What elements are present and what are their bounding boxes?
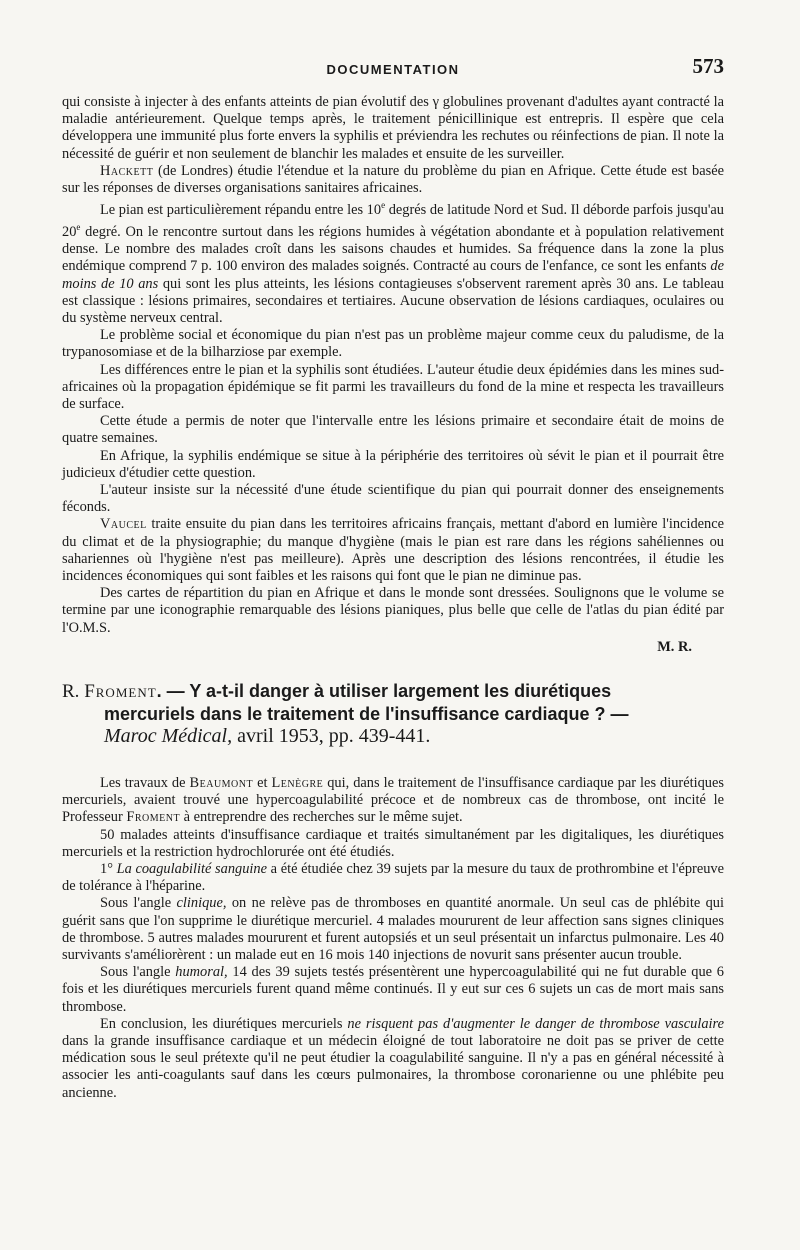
heading-line-2 (62, 703, 724, 725)
paragraph-text: traite ensuite du pian dans les territoires africains français, mettant d'abord en lumière l'incidence du climat et de la physiographie; du manque d'hygiène (mais le pian est rare dans les régions sahéliennes ou sahariennes où l'hygiène n'est pas meilleure). Après une description des lésions rencontrées, il étudie les incidences économiques qui sont faibles et les raisons qui font que le pian ne diminue pas. (62, 516, 724, 585)
paragraph-text: et (253, 774, 272, 791)
journal-name: Maroc Médical, (104, 724, 233, 747)
paragraph: L'auteur insiste sur la nécessité d'une étude scientifique du pian qui pourrait donner des enseignements féconds. (62, 482, 724, 516)
reviewer-signature: M. R. (657, 638, 692, 655)
paragraph (62, 1016, 724, 1102)
paragraph: qui consiste à injecter à des enfants atteints de pian évolutif des γ globulines provenant d'adultes ayant contracté la maladie antérieurement. Quelque temps après, le traitement pénicillinique est entrepris. Il espère que cela développera une immunité plus forte envers la syphilis et préviendra les rechutes ou réinfections de pian. Il note la nécessité de guérir et non seulement de blanchir les malades et ensuite de les surveiller. (62, 94, 724, 162)
paragraph-text: degré. On le rencontre surtout dans les régions humides à végétation abondante et à population relativement dense. Le nombre des malades croît dans les saisons chaudes et humides. Sa fréquence dans la zone la plus endémique comprend 7 p. 100 environ des malades soignés. Contracté au cours de l'enfance, ce sont les enfants (62, 224, 724, 275)
author-name: Lenègre (271, 774, 324, 791)
author-name: Beaumont (189, 774, 254, 791)
paragraph-text: Les travaux de (100, 774, 190, 791)
paragraph-text: 1° (100, 860, 117, 877)
paragraph-text: 14 des 39 sujets testés présentèrent une hypercoagulabilité qui ne fut durable que 6 fois et les diurétiques mercuriels furent quand même continués. Il y eut sur ces 6 sujets un cas de mort mais sans thrombose. (62, 964, 725, 1015)
paragraph: Le problème social et économique du pian n'est pas un problème majeur comme ceux du paludisme, de la trypanosomiase et de la bilharziose par exemple. (62, 327, 724, 361)
author-surname: Froment (84, 680, 157, 702)
paragraph-text: Sous l'angle (100, 895, 177, 912)
emphasis: de moins de 10 ans (62, 258, 724, 292)
paragraph-text: à entreprendre des recherches sur le même sujet. (180, 809, 463, 826)
paragraph (62, 516, 724, 585)
emphasis: ne risquent pas d'augmenter le danger de thrombose vasculaire (347, 1015, 724, 1032)
paragraph-text: Le pian est particulièrement répandu entre les 10 (100, 202, 382, 219)
publication-date: avril 1953, pp. 439-441. (232, 724, 431, 747)
article-title-part: Y a-t-il danger à utiliser largement les diurétiques (189, 680, 612, 701)
paragraph (62, 964, 724, 1016)
author-name: Froment (126, 809, 181, 826)
paragraph-text: qui sont les plus atteints, les lésions contagieuses s'observent rarement après 30 ans. Le tableau est classique : lésions primaires, secondaires et tertiaires. Aucune observation de lésions cardiaques, oculaires ou du système nerveux central. (62, 275, 725, 327)
paragraph-text: degrés de latitude Nord et Sud. Il déborde parfois jusqu'au 20 (62, 202, 725, 241)
paragraph-text: a été étudiée chez 39 sujets par la mesure du taux de prothrombine et l'épreuve de tolérance à l'héparine. (62, 860, 724, 895)
superscript: e (381, 200, 386, 211)
heading-author (62, 681, 157, 702)
article-heading (62, 680, 724, 747)
superscript: e (76, 222, 81, 233)
paragraph (62, 775, 724, 827)
author-initial: R. (62, 680, 85, 702)
paragraph (62, 861, 724, 895)
paragraph: En Afrique, la syphilis endémique se situe à la périphérie des territoires où sévit le pian et il pourrait être judicieux d'étudier cette question. (62, 447, 724, 481)
heading-line-1 (62, 680, 724, 703)
author-name: Vaucel (100, 516, 147, 533)
paragraph-text: qui, dans le traitement de l'insuffisance cardiaque par les diurétiques mercuriels, avaient trouvé une hypercoagulabilité précoce et de nombreux cas de thrombose, ont incité le Professeur (62, 774, 724, 826)
paragraph (62, 163, 724, 197)
paragraph: Des cartes de répartition du pian en Afrique et dans le monde sont dressées. Soulignons que le volume se termine par une iconographie remarquable des lésions pianiques, plus belle que celle de l'atlas du pian édité par l'O.M.S. (62, 585, 724, 636)
article-title-part: mercuriels dans le traitement de l'insuffisance cardiaque ? — (104, 703, 629, 724)
paragraph (62, 895, 724, 964)
page-number: 573 (692, 54, 724, 78)
heading-line-3 (62, 725, 724, 747)
review-diuretiques (62, 775, 724, 1102)
running-title: DOCUMENTATION (326, 62, 460, 77)
paragraph: 50 malades atteints d'insuffisance cardiaque et traités simultanément par les digitaliques, les diurétiques mercuriels et la restriction hydrochlorurée ont été étudiés. (62, 826, 724, 860)
paragraph-text: Sous l'angle (100, 964, 176, 981)
paragraph-text: En conclusion, les diurétiques mercuriels (100, 1015, 348, 1032)
paragraph (62, 197, 724, 327)
paragraph: Cette étude a permis de noter que l'intervalle entre les lésions primaire et secondaire était de moins de quatre semaines. (62, 413, 724, 447)
paragraph-text: dans la grande insuffisance cardiaque et un médecin éloigné de tout laboratoire ne doit pas se priver de cette médication sous le seul prétexte qu'il ne peut étudier la coagulabilité sanguine. Il n'y a pas en général nécessité à associer les anti-coagulants sauf dans les cœurs pulmonaires, la thrombose coronarienne ou une phlébite peu ancienne. (62, 1032, 724, 1101)
paragraph-text: on ne relève pas de thromboses en quantité anormale. Un seul cas de phlébite qui guérit sans que l'on supprime le diurétique mercuriel. 4 malades moururent de leur affection sans signes cliniques de thrombose. 5 autres malades moururent et furent autopsiés et un seul présentait un infarctus pulmonaire. Les 40 survivants s'améliorèrent : un malade eut en 16 mois 140 injections de novurit sans présenter aucun trouble. (62, 895, 724, 963)
title-dash: . — (156, 680, 190, 701)
document-page (62, 50, 724, 1102)
author-name: Hackett (100, 162, 154, 179)
emphasis: La coagulabilité sanguine (116, 860, 268, 877)
review-pian (62, 94, 724, 656)
page-header (62, 50, 724, 94)
paragraph-text: (de Londres) étudie l'étendue et la nature du problème du pian en Afrique. Cette étude est basée sur les réponses de diverses organisations sanitaires africaines. (62, 162, 724, 197)
emphasis: humoral, (175, 964, 228, 981)
paragraph: Les différences entre le pian et la syphilis sont étudiées. L'auteur étudie deux épidémies dans les mines sud-africaines où la propagation épidémique se fit parmi les travailleurs du fond de la mine et respecta les travailleurs de surface. (62, 361, 724, 413)
emphasis: clinique, (176, 895, 227, 912)
